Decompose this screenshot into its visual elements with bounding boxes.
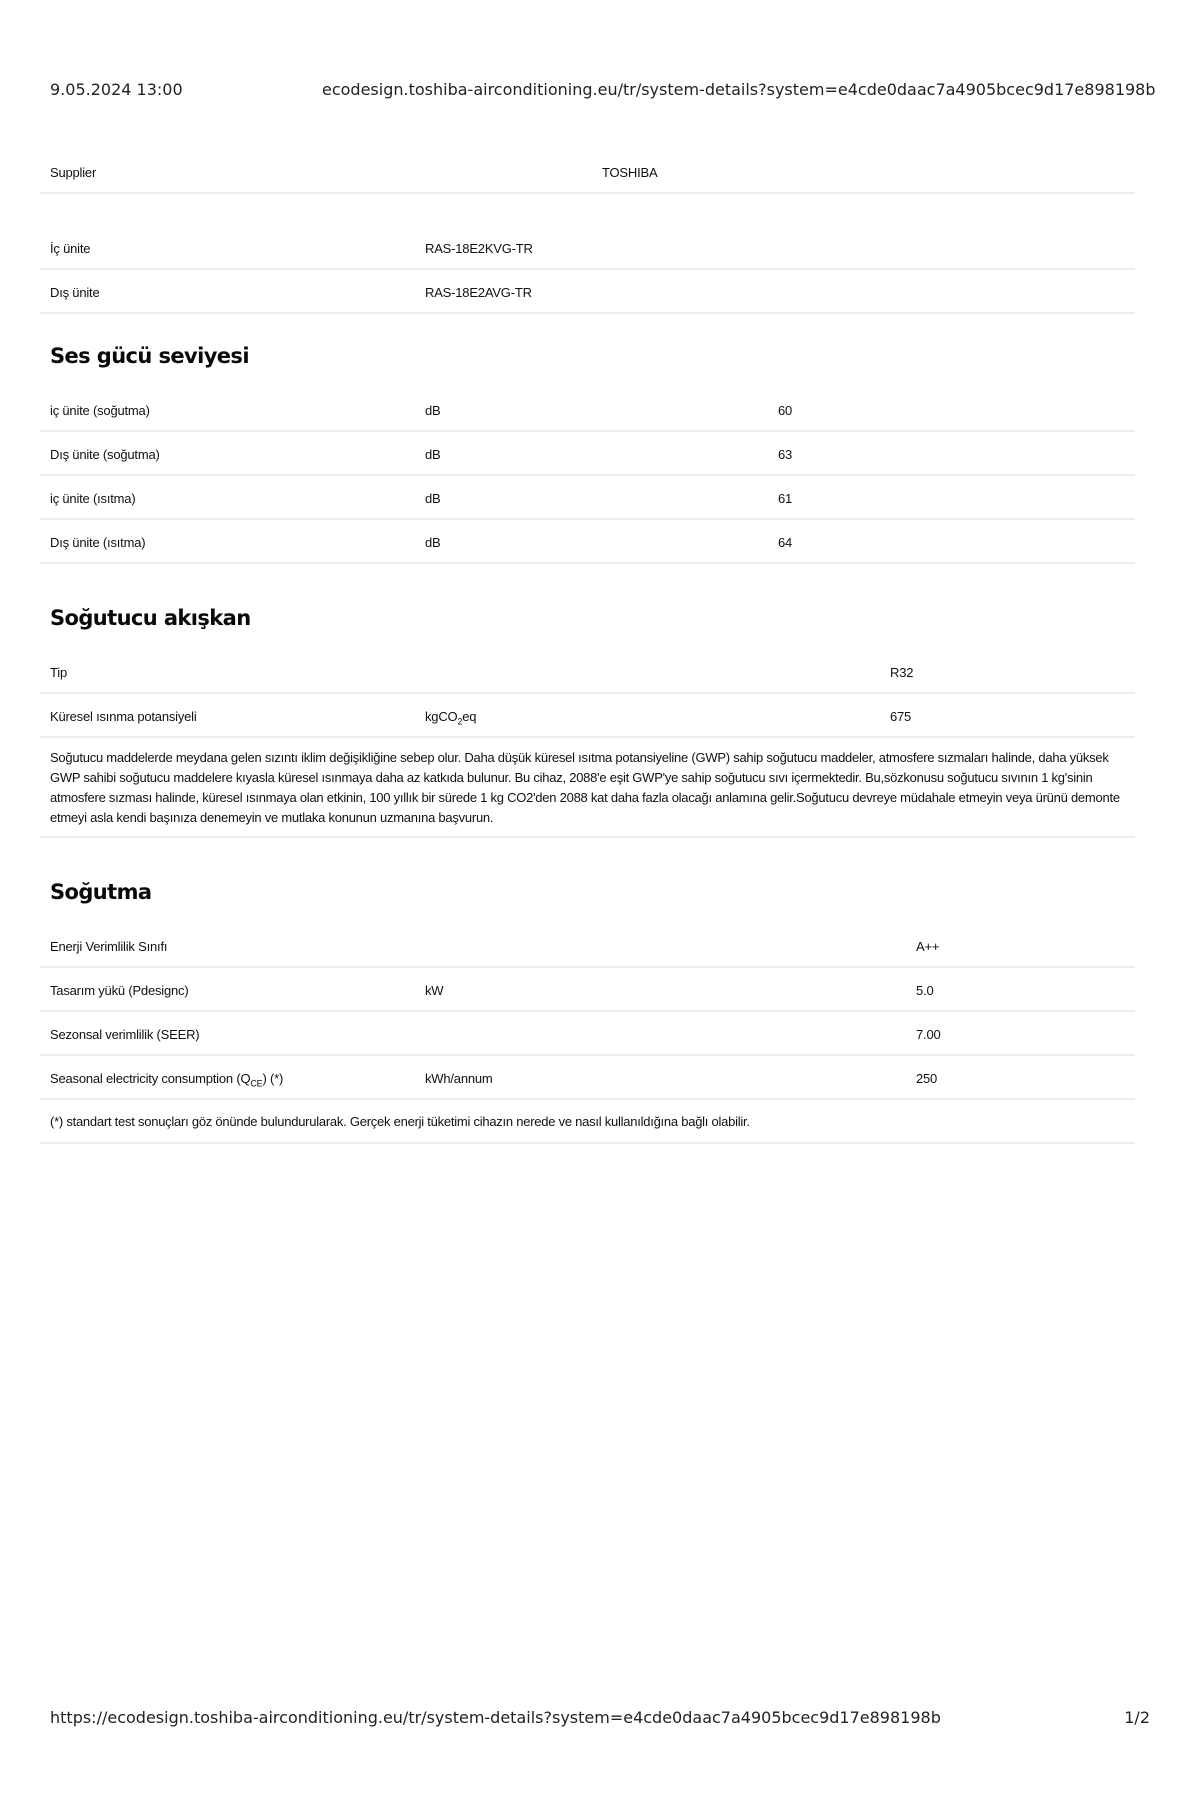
indoor-unit-row (40, 226, 1135, 270)
sound-unit: dB (425, 403, 441, 418)
supplier-row (40, 150, 1135, 194)
gwp-row (40, 694, 1135, 738)
outdoor-unit-model: RAS-18E2AVG-TR (425, 285, 532, 300)
print-header-url: ecodesign.toshiba-airconditioning.eu/tr/system-details?system=e4cde0daac7a4905bcec9d17e898198b (322, 80, 1156, 99)
sound-section-title: Ses gücü seviyesi (50, 344, 249, 368)
refrigerant-type-value: R32 (890, 665, 914, 680)
sound-value: 60 (778, 403, 793, 418)
energy-class-row (40, 924, 1135, 968)
seer-value: 7.00 (916, 1027, 941, 1042)
refrigerant-type-row (40, 650, 1135, 694)
cooling-footnote: (*) standart test sonuçları göz önünde bulundurularak. Gerçek enerji tüketimi cihazın nerede ve nasıl kullanıldığına bağlı olabilir. (40, 1100, 1135, 1144)
outdoor-unit-row (40, 270, 1135, 314)
consumption-label: Seasonal electricity consumption $(Q_{CE})$ (*) (50, 1071, 284, 1089)
supplier-value: TOSHIBA (602, 165, 658, 180)
sound-unit: dB (425, 447, 441, 462)
sound-value: 63 (778, 447, 793, 462)
indoor-unit-model: RAS-18E2KVG-TR (425, 241, 533, 256)
print-datetime: 9.05.2024 13:00 (50, 80, 183, 99)
cooling-section-title: Soğutma (50, 880, 152, 904)
sound-row (40, 520, 1135, 564)
design-load-unit: kW (425, 983, 444, 998)
design-load-label: Tasarım yükü (Pdesignc) (50, 983, 189, 998)
gwp-label: Küresel ısınma potansiyeli (50, 709, 197, 724)
sound-value: 61 (778, 491, 793, 506)
sound-unit: dB (425, 491, 441, 506)
page-number: 1/2 (1124, 1708, 1150, 1727)
seer-row (40, 1012, 1135, 1056)
sound-label: iç ünite (ısıtma) (50, 491, 136, 506)
outdoor-unit-label: Dış ünite (50, 285, 100, 300)
energy-class-value: A++ (916, 939, 940, 954)
sound-label: iç ünite (soğutma) (50, 403, 150, 418)
refrigerant-warning-note: Soğutucu maddelerde meydana gelen sızıntı iklim değişikliğine sebep olur. Daha düşük küresel ısıtma potansiyeline (GWP) sahip soğutucu maddeler, atmosfere sızmaları halinde, daha yüksek GWP sahibi soğutucu maddelere kıyasla küresel ısınmaya daha az katkıda bulunur. Bu cihaz, 2088'e eşit GWP'ye sahip soğutucu sıvı içermektedir. Bu,sözkonusu soğutucu sıvının 1 kg'sinin atmosfere sızması halinde, küresel ısınmaya olan etkinin, 100 yıllık bir sürede 1 kg CO2'den 2088 kat daha fazla olacağı anlamına gelir.Soğutucu devreye müdahale etmeyin veya ürünü demonte etmeyi asla kendi başınıza denemeyin ve mutlaka konunun uzmanına başvurun. (40, 738, 1135, 838)
system-details (40, 150, 1135, 1144)
supplier-label: Supplier (50, 165, 97, 180)
sound-row (40, 476, 1135, 520)
sound-row (40, 388, 1135, 432)
consumption-row (40, 1056, 1135, 1100)
sound-row (40, 432, 1135, 476)
refrigerant-section-title: Soğutucu akışkan (50, 606, 251, 630)
design-load-row (40, 968, 1135, 1012)
indoor-unit-label: İç ünite (50, 241, 91, 256)
seer-label: Sezonsal verimlilik (SEER) (50, 1027, 200, 1042)
sound-label: Dış ünite (ısıtma) (50, 535, 146, 550)
gwp-value: 675 (890, 709, 912, 724)
consumption-value: 250 (916, 1071, 938, 1086)
consumption-unit: kWh/annum (425, 1071, 493, 1086)
sound-unit: dB (425, 535, 441, 550)
gwp-unit: kgCO$_2$eq (425, 709, 477, 727)
sound-value: 64 (778, 535, 793, 550)
refrigerant-type-label: Tip (50, 665, 67, 680)
print-footer-url: https://ecodesign.toshiba-airconditioning.eu/tr/system-details?system=e4cde0daac7a4905bcec9d17e898198b (50, 1708, 941, 1727)
design-load-value: 5.0 (916, 983, 934, 998)
energy-class-label: Enerji Verimlilik Sınıfı (50, 939, 168, 954)
sound-label: Dış ünite (soğutma) (50, 447, 160, 462)
